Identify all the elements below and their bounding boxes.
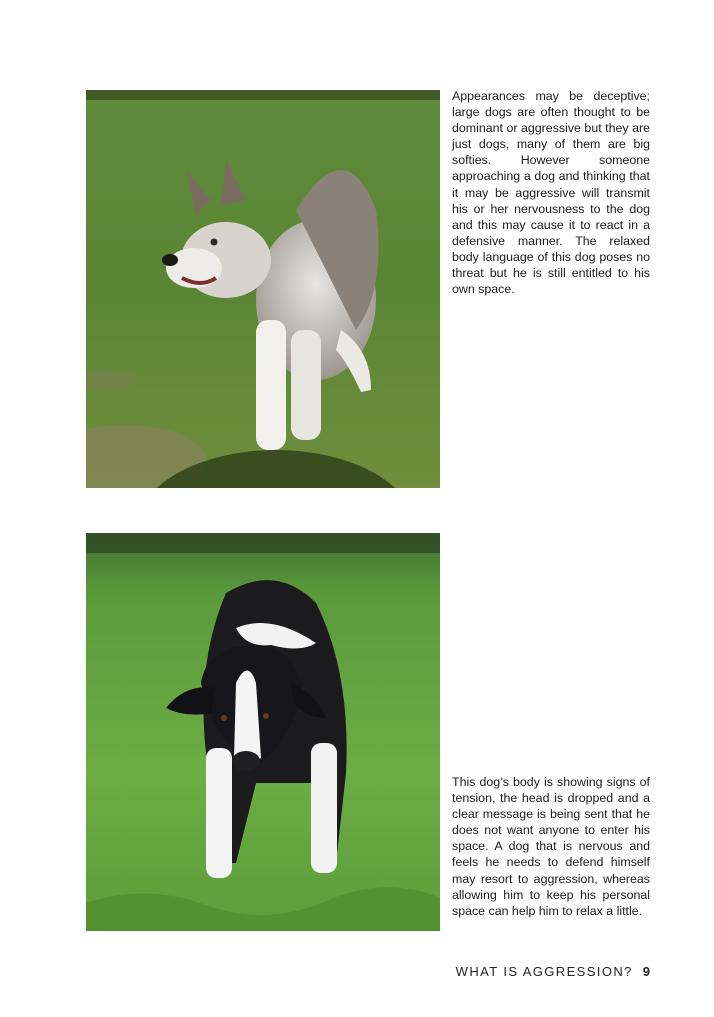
tense-collie-photo bbox=[86, 533, 440, 931]
relaxed-large-dog-photo bbox=[86, 90, 440, 488]
running-header-title: WHAT IS AGGRESSION? bbox=[455, 964, 633, 979]
caption-tense-dog: This dog’s body is showing signs of tension, the head is dropped and a clear message is being sent that he does not want anyone to enter his space. A dog that is nervous and feels he needs to defend himself may resort to aggression, whereas allowing him to keep his personal space can help him to relax a little. bbox=[452, 775, 650, 918]
page-number: 9 bbox=[642, 964, 650, 979]
caption-relaxed-dog: Appearances may be deceptive; large dogs are often thought to be dominant or aggressive but they are just dogs, many of them are big softies. However someone approaching a dog and thinking that it may be aggressive will transmit his or her nervousness to the dog and this may cause it to react in a defensive manner. The relaxed body language of this dog poses no threat but he is still entitled to his own space. bbox=[452, 89, 650, 297]
page-footer bbox=[456, 964, 650, 979]
